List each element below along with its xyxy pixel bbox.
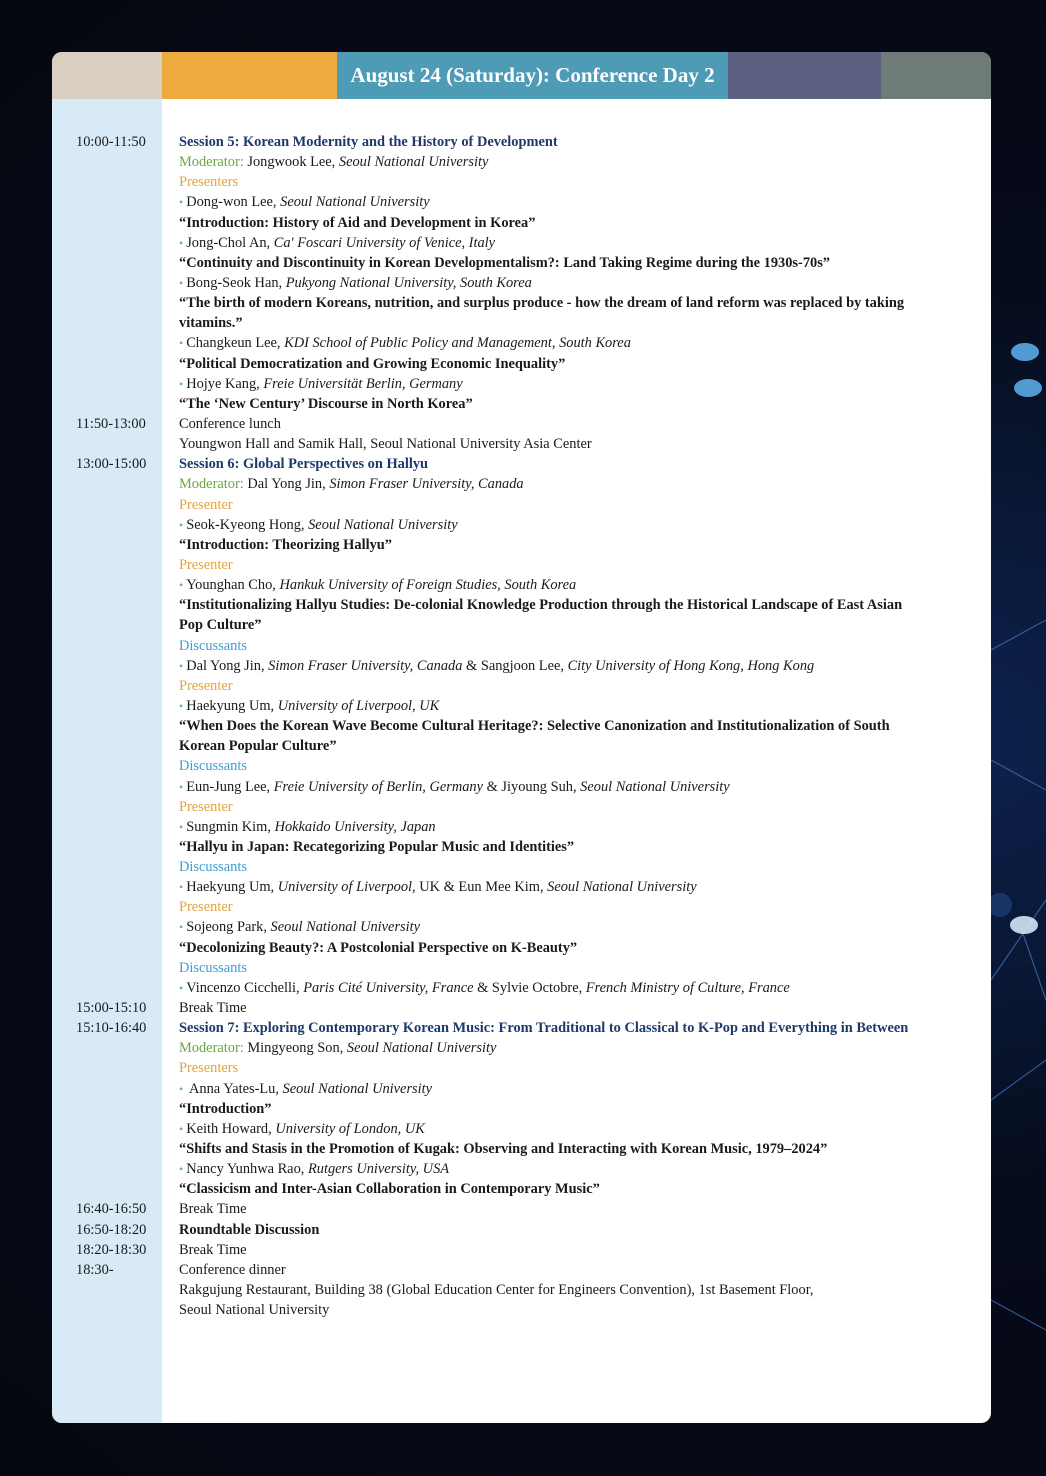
- row-text: [179, 595, 902, 615]
- schedule-row: [52, 555, 991, 575]
- row-text: [179, 414, 281, 434]
- text-segment: Dal Yong Jin,: [243, 476, 330, 493]
- schedule-row: [52, 1079, 991, 1099]
- presenter-label: Presenter: [179, 899, 233, 916]
- time-slot: 18:30-: [76, 1261, 114, 1278]
- row-text: [179, 454, 428, 474]
- affiliation: Seoul National University: [547, 879, 697, 896]
- text-segment: Dal Yong Jin,: [186, 657, 269, 674]
- talk-title: Roundtable Discussion: [179, 1221, 320, 1238]
- row-text: [179, 1079, 432, 1099]
- schedule-row: [52, 152, 991, 172]
- bullet-icon: •: [179, 819, 184, 834]
- bullet-icon: •: [179, 1081, 184, 1096]
- schedule-row: [52, 736, 991, 756]
- time-slot: 15:10-16:40: [76, 1020, 147, 1037]
- row-text: [179, 575, 576, 595]
- affiliation: City University of Hong Kong, Hong Kong: [567, 657, 815, 674]
- affiliation: Simon Fraser University, Canada: [268, 657, 463, 674]
- schedule-row: [52, 1018, 991, 1038]
- text-segment: Eun-Jung Lee,: [186, 778, 274, 795]
- talk-title: “Hallyu in Japan: Recategorizing Popular Music and Identities”: [179, 838, 575, 855]
- time-slot: 18:20-18:30: [76, 1241, 147, 1258]
- affiliation: Hokkaido University, Japan: [274, 818, 436, 835]
- talk-title: “The birth of modern Koreans, nutrition, and surplus produce - how the dream of land reform was replaced by taking: [179, 295, 905, 312]
- row-text: [179, 958, 247, 978]
- bullet-icon: •: [179, 698, 184, 713]
- row-text: [179, 1280, 814, 1300]
- talk-title: “Decolonizing Beauty?: A Postcolonial Perspective on K-Beauty”: [179, 939, 578, 956]
- text-segment: Anna Yates-Lu,: [186, 1080, 283, 1097]
- schedule-row: [52, 273, 991, 293]
- text-segment: Rakgujung Restaurant, Building 38 (Global Education Center for Engineers Convention), 1st Basement Floor,: [179, 1282, 814, 1299]
- affiliation: Seoul National University: [580, 778, 730, 795]
- bullet-icon: •: [179, 880, 184, 895]
- text-segment: Vincenzo Cicchelli,: [186, 979, 304, 996]
- row-text: [179, 313, 243, 333]
- row-text: [179, 1260, 286, 1280]
- time-slot: 15:00-15:10: [76, 1000, 147, 1017]
- row-text: [179, 132, 558, 152]
- text-segment: Sungmin Kim,: [186, 818, 275, 835]
- moderator-label: Moderator:: [179, 154, 244, 171]
- row-text: [179, 716, 890, 736]
- row-text: [179, 756, 247, 776]
- session-title: Session 7: Exploring Contemporary Korean Music: From Traditional to Classical to K-Pop and Everything in Between: [179, 1020, 909, 1037]
- row-text: [179, 1018, 908, 1038]
- affiliation: Hankuk University of Foreign Studies, South Korea: [279, 577, 577, 594]
- row-text: [179, 374, 463, 394]
- text-segment: Conference dinner: [179, 1261, 286, 1278]
- session-title: Session 6: Global Perspectives on Hallyu: [179, 456, 429, 473]
- row-text: [179, 354, 565, 374]
- text-segment: Nancy Yunhwa Rao,: [186, 1161, 308, 1178]
- discussants-label: Discussants: [179, 758, 247, 775]
- discussants-label: Discussants: [179, 959, 247, 976]
- schedule-row: [52, 414, 991, 434]
- discussants-label: Discussants: [179, 637, 247, 654]
- schedule-row: [52, 615, 991, 635]
- bullet-icon: •: [179, 336, 184, 351]
- bullet-icon: •: [179, 195, 184, 210]
- time-slot: 10:00-11:50: [76, 134, 146, 150]
- text-segment: Changkeun Lee,: [186, 335, 285, 352]
- row-text: [179, 213, 535, 233]
- affiliation: Freie Universität Berlin, Germany: [263, 375, 463, 392]
- presenter-label: Presenter: [179, 496, 233, 513]
- header-color-block: [162, 52, 337, 99]
- schedule-row: [52, 333, 991, 353]
- row-text: [179, 495, 233, 515]
- text-segment: Jongwook Lee,: [243, 154, 339, 171]
- bullet-icon: •: [179, 235, 184, 250]
- row-text: [179, 897, 233, 917]
- text-segment: Seoul National University: [179, 1302, 330, 1319]
- schedule-row: [52, 132, 991, 152]
- affiliation: University of Liverpool,: [277, 879, 416, 896]
- session-title: Session 5: Korean Modernity and the History of Development: [179, 134, 558, 150]
- text-segment: Sojeong Park,: [186, 919, 271, 936]
- text-segment: Break Time: [179, 1201, 247, 1218]
- schedule-row: [52, 495, 991, 515]
- schedule-row: [52, 756, 991, 776]
- bullet-icon: •: [179, 980, 184, 995]
- schedule-row: [52, 1159, 991, 1179]
- text-segment: Haekyung Um,: [186, 879, 278, 896]
- schedule-row: [52, 172, 991, 192]
- text-segment: Jong-Chol An,: [186, 234, 274, 251]
- schedule-row: [52, 656, 991, 676]
- affiliation: Rutgers University, USA: [307, 1161, 450, 1178]
- row-text: [179, 1159, 449, 1179]
- row-text: [179, 656, 814, 676]
- schedule-row: [52, 797, 991, 817]
- talk-title: “Political Democratization and Growing Economic Inequality”: [179, 355, 566, 372]
- affiliation: Seoul National University: [282, 1080, 433, 1097]
- schedule-card: [52, 52, 991, 1423]
- text-segment: & Sylvie Octobre,: [473, 979, 586, 996]
- talk-title: “Introduction: History of Aid and Development in Korea”: [179, 214, 536, 231]
- schedule-row: [52, 877, 991, 897]
- schedule-row: [52, 535, 991, 555]
- schedule-row: [52, 434, 991, 454]
- row-text: [179, 837, 574, 857]
- row-text: [179, 777, 730, 797]
- row-text: [179, 515, 458, 535]
- header-bar: [52, 52, 991, 99]
- schedule-row: [52, 515, 991, 535]
- row-text: [179, 1099, 272, 1119]
- affiliation: University of Liverpool, UK: [277, 697, 440, 714]
- affiliation: Simon Fraser University, Canada: [329, 476, 524, 493]
- page-title: August 24 (Saturday): Conference Day 2: [350, 63, 715, 87]
- schedule-row: [52, 857, 991, 877]
- time-slot: 11:50-13:00: [76, 415, 146, 432]
- affiliation: Seoul National University: [280, 194, 430, 211]
- row-text: [179, 636, 247, 656]
- row-text: [179, 1240, 247, 1260]
- schedule-row: [52, 474, 991, 494]
- row-text: [179, 233, 495, 253]
- text-segment: Break Time: [179, 1000, 247, 1017]
- row-text: [179, 474, 524, 494]
- schedule-row: [52, 595, 991, 615]
- bullet-icon: •: [179, 1162, 184, 1177]
- text-segment: Hojye Kang,: [186, 375, 264, 392]
- row-text: [179, 1038, 496, 1058]
- presenter-label: Presenters: [179, 174, 239, 191]
- row-text: [179, 817, 436, 837]
- schedule-row: [52, 313, 991, 333]
- row-text: [179, 253, 830, 273]
- row-text: [179, 1199, 247, 1219]
- bullet-icon: •: [179, 275, 184, 290]
- time-slot: 16:40-16:50: [76, 1201, 147, 1218]
- row-text: [179, 676, 233, 696]
- schedule-row: [52, 1119, 991, 1139]
- row-text: [179, 1058, 238, 1078]
- schedule-row: [52, 1179, 991, 1199]
- row-text: [179, 192, 430, 212]
- talk-title: Korean Popular Culture”: [179, 738, 337, 755]
- schedule-row: [52, 1038, 991, 1058]
- schedule-row: [52, 1300, 991, 1320]
- bullet-icon: •: [179, 779, 184, 794]
- schedule-row: [52, 1139, 991, 1159]
- schedule-row: [52, 777, 991, 797]
- row-text: [179, 857, 247, 877]
- schedule-row: [52, 897, 991, 917]
- text-segment: Seok-Kyeong Hong,: [186, 516, 309, 533]
- row-text: [179, 938, 577, 958]
- schedule-row: [52, 938, 991, 958]
- text-segment: Keith Howard,: [186, 1120, 276, 1137]
- schedule-row: [52, 394, 991, 414]
- talk-title: vitamins.”: [179, 315, 243, 332]
- bullet-icon: •: [179, 1121, 184, 1136]
- schedule-row: [52, 374, 991, 394]
- row-text: [179, 797, 233, 817]
- bullet-icon: •: [179, 658, 184, 673]
- schedule-row: [52, 636, 991, 656]
- row-text: [179, 1119, 425, 1139]
- row-text: [179, 434, 592, 454]
- time-slot: 16:50-18:20: [76, 1221, 147, 1238]
- schedule-row: [52, 354, 991, 374]
- affiliation: Seoul National University: [338, 154, 489, 171]
- row-text: [179, 1139, 827, 1159]
- talk-title: “Classicism and Inter-Asian Collaboration in Contemporary Music”: [179, 1181, 600, 1198]
- text-segment: Dong-won Lee,: [186, 194, 281, 211]
- text-segment: Conference lunch: [179, 415, 281, 432]
- schedule-row: [52, 696, 991, 716]
- affiliation: French Ministry of Culture, France: [585, 979, 790, 996]
- text-segment: UK & Eun Mee Kim,: [415, 879, 548, 896]
- row-text: [179, 1300, 329, 1320]
- text-segment: Haekyung Um,: [186, 697, 278, 714]
- schedule-row: [52, 716, 991, 736]
- schedule-row: [52, 1058, 991, 1078]
- affiliation: Pukyong National University, South Korea: [285, 274, 532, 291]
- row-text: [179, 152, 488, 172]
- schedule-row: [52, 1220, 991, 1240]
- schedule-row: [52, 817, 991, 837]
- text-segment: Break Time: [179, 1241, 247, 1258]
- talk-title: “Institutionalizing Hallyu Studies: De-colonial Knowledge Production through the Historical Landscape of East Asian: [179, 597, 903, 614]
- schedule-row: [52, 676, 991, 696]
- affiliation: Seoul National University: [346, 1040, 497, 1057]
- discussants-label: Discussants: [179, 859, 247, 876]
- row-text: [179, 917, 420, 937]
- row-text: [179, 696, 439, 716]
- schedule-row: [52, 213, 991, 233]
- talk-title: “When Does the Korean Wave Become Cultural Heritage?: Selective Canonization and Institutionalization of South: [179, 718, 890, 735]
- affiliation: University of London, UK: [275, 1120, 425, 1137]
- row-text: [179, 172, 238, 192]
- text-segment: Mingyeong Son,: [243, 1040, 347, 1057]
- presenter-label: Presenter: [179, 677, 233, 694]
- header-color-block: [881, 52, 991, 99]
- schedule-row: [52, 837, 991, 857]
- schedule-row: [52, 253, 991, 273]
- affiliation: Seoul National University: [308, 516, 458, 533]
- row-text: [179, 978, 790, 998]
- row-text: [179, 273, 532, 293]
- talk-title: “Introduction”: [179, 1100, 272, 1117]
- text-segment: Youngwon Hall and Samik Hall, Seoul National University Asia Center: [179, 436, 592, 453]
- bullet-icon: •: [179, 920, 184, 935]
- row-text: [179, 555, 233, 575]
- row-text: [179, 1220, 319, 1240]
- schedule-row: [52, 293, 991, 313]
- talk-title: “Shifts and Stasis in the Promotion of Kugak: Observing and Interacting with Korean Music, 1979–2024”: [179, 1141, 828, 1158]
- schedule-row: [52, 233, 991, 253]
- affiliation: Freie University of Berlin, Germany: [273, 778, 484, 795]
- row-text: [179, 333, 631, 353]
- talk-title: “The ‘New Century’ Discourse in North Korea”: [179, 395, 473, 412]
- moderator-label: Moderator:: [179, 1040, 244, 1057]
- schedule-row: [52, 1260, 991, 1280]
- affiliation: Seoul National University: [270, 919, 421, 936]
- presenter-label: Presenter: [179, 556, 233, 573]
- row-text: [179, 877, 697, 897]
- schedule-list: [52, 132, 991, 1320]
- row-text: [179, 535, 392, 555]
- header-color-block: [728, 52, 881, 99]
- header-color-block: [52, 52, 162, 99]
- row-text: [179, 394, 473, 414]
- talk-title: “Introduction: Theorizing Hallyu”: [179, 536, 392, 553]
- time-slot: 13:00-15:00: [76, 456, 147, 473]
- schedule-row: [52, 454, 991, 474]
- row-text: [179, 998, 247, 1018]
- presenter-label: Presenters: [179, 1060, 239, 1077]
- bullet-icon: •: [179, 376, 184, 391]
- schedule-row: [52, 575, 991, 595]
- schedule-row: [52, 1199, 991, 1219]
- schedule-row: [52, 978, 991, 998]
- schedule-row: [52, 1280, 991, 1300]
- schedule-row: [52, 1099, 991, 1119]
- affiliation: KDI School of Public Policy and Management, South Korea: [284, 335, 631, 352]
- text-segment: Bong-Seok Han,: [186, 274, 286, 291]
- schedule-row: [52, 998, 991, 1018]
- schedule-row: [52, 1240, 991, 1260]
- affiliation: Ca' Foscari University of Venice, Italy: [273, 234, 496, 251]
- talk-title: Pop Culture”: [179, 617, 262, 634]
- text-segment: & Jiyoung Suh,: [483, 778, 581, 795]
- bullet-icon: •: [179, 578, 184, 593]
- affiliation: Paris Cité University, France: [303, 979, 474, 996]
- presenter-label: Presenter: [179, 798, 233, 815]
- row-text: [179, 293, 904, 313]
- row-text: [179, 1179, 600, 1199]
- schedule-row: [52, 917, 991, 937]
- schedule-row: [52, 958, 991, 978]
- row-text: [179, 736, 337, 756]
- talk-title: “Continuity and Discontinuity in Korean Developmentalism?: Land Taking Regime during the 1930s-70s”: [179, 254, 830, 271]
- moderator-label: Moderator:: [179, 476, 244, 493]
- text-segment: & Sangjoon Lee,: [462, 657, 568, 674]
- bullet-icon: •: [179, 517, 184, 532]
- text-segment: Younghan Cho,: [186, 577, 280, 594]
- row-text: [179, 615, 262, 635]
- schedule-row: [52, 192, 991, 212]
